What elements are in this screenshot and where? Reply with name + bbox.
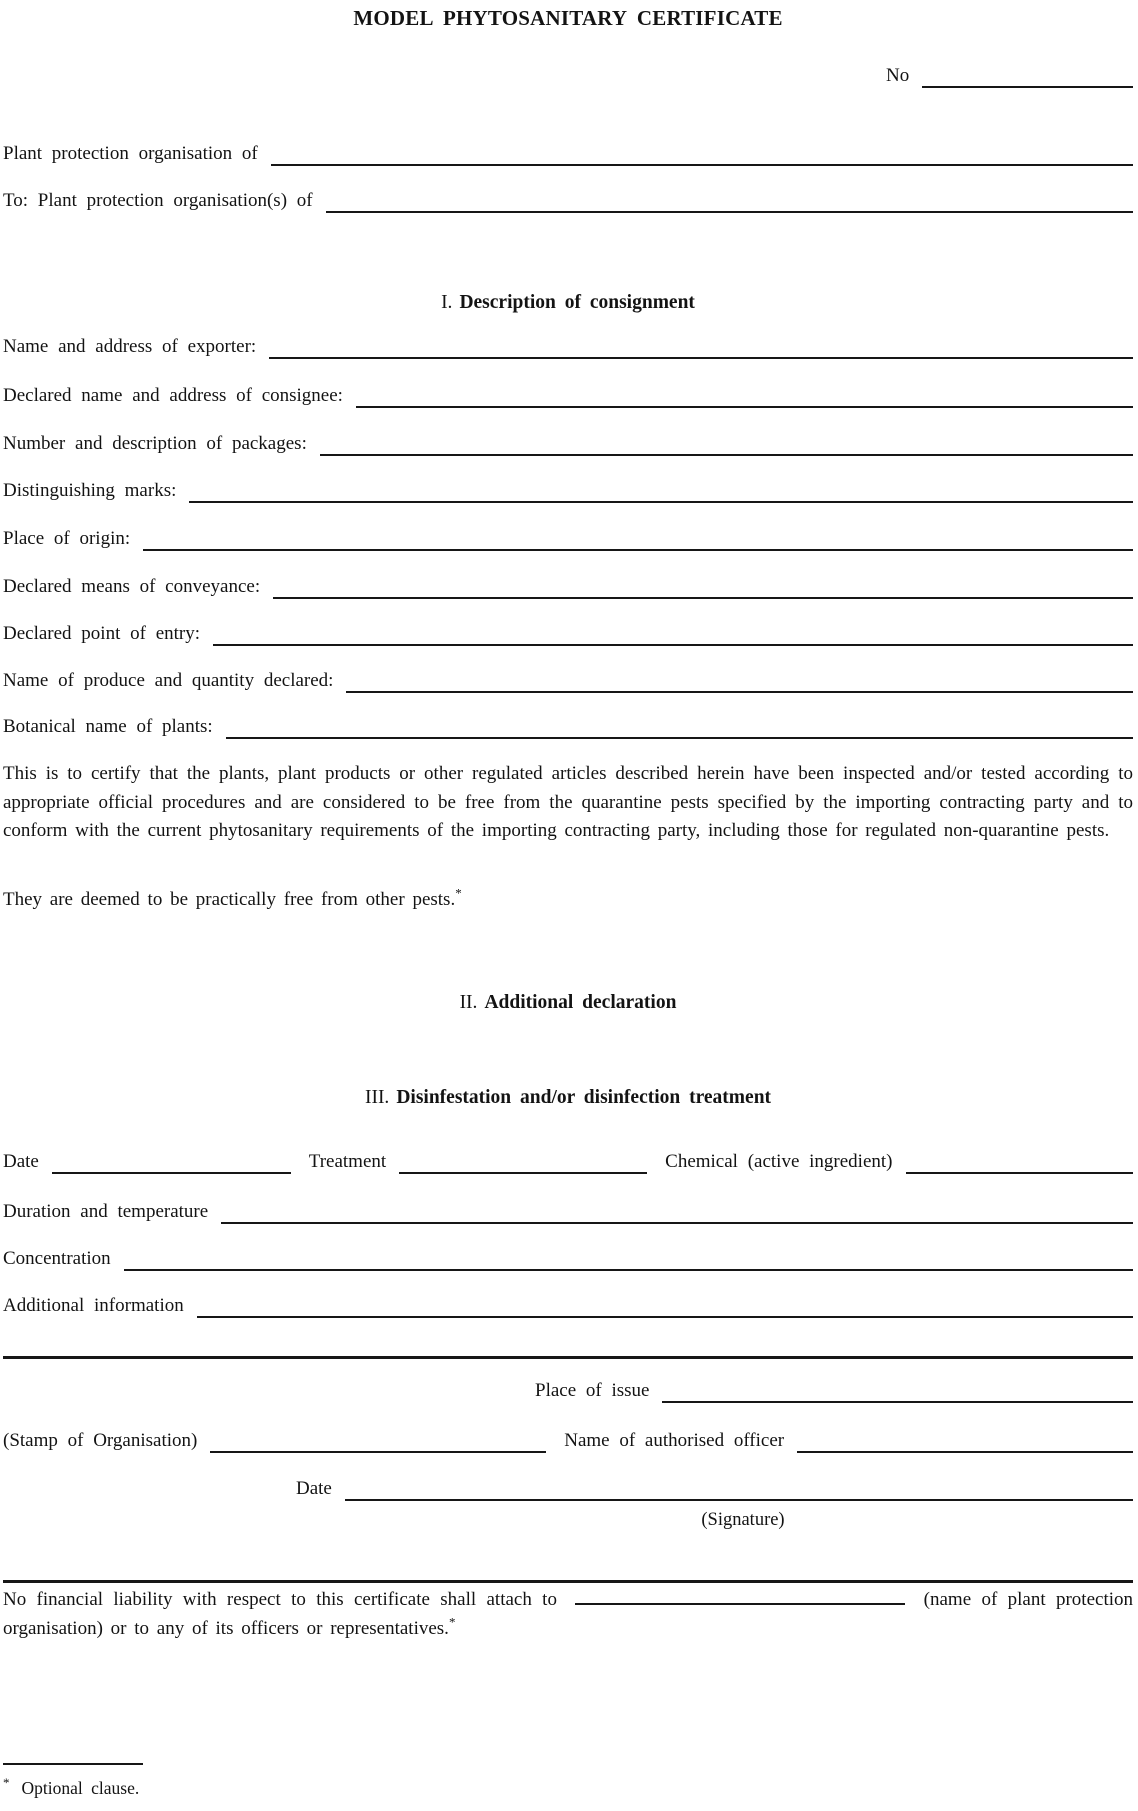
distinguishing-marks-label: Distinguishing marks:	[3, 480, 177, 501]
chemical-blank-line	[906, 1172, 1134, 1174]
point-of-entry-label: Declared point of entry:	[3, 623, 201, 644]
section-3-numeral: III.	[364, 1087, 390, 1108]
footnote-text: Optional clause.	[21, 1778, 140, 1798]
plant-protection-org-label: Plant protection organisation of	[3, 143, 258, 164]
no-label: No	[886, 65, 910, 86]
issue-date-label: Date	[296, 1478, 332, 1499]
plant-protection-org-field	[3, 140, 1133, 166]
exporter-label: Name and address of exporter:	[3, 336, 257, 357]
place-of-origin-label: Place of origin:	[3, 528, 131, 549]
place-of-origin-field	[3, 525, 1133, 551]
conveyance-field	[3, 573, 1133, 599]
treatment-row	[3, 1148, 1133, 1174]
section-1-numeral: I.	[441, 292, 453, 313]
continuation-blank-line	[3, 1356, 1133, 1359]
liability-note	[3, 1586, 1133, 1643]
concentration-label: Concentration	[3, 1248, 111, 1269]
treatment-blank-line	[399, 1172, 647, 1174]
to-plant-protection-org-field	[3, 187, 1133, 213]
consignee-label: Declared name and address of consignee:	[3, 385, 343, 406]
liability-footnote-marker: *	[448, 1614, 456, 1630]
liability-divider-line	[3, 1580, 1133, 1583]
footnote-divider-line	[3, 1763, 143, 1765]
concentration-blank-line	[124, 1269, 1133, 1271]
section-3-heading	[3, 1085, 1133, 1111]
additional-information-blank-line	[197, 1316, 1133, 1318]
consignee-field	[3, 382, 1133, 408]
point-of-entry-blank-line	[213, 644, 1133, 646]
treatment-date-label: Date	[3, 1151, 39, 1172]
botanical-name-blank-line	[226, 737, 1133, 739]
authorised-officer-label: Name of authorised officer	[564, 1430, 785, 1451]
deemed-footnote-marker: *	[455, 885, 462, 901]
additional-information-label: Additional information	[3, 1295, 184, 1316]
additional-information-field	[3, 1292, 1133, 1318]
to-plant-protection-org-blank-line	[326, 211, 1133, 213]
certification-paragraph: This is to certify that the plants, plant products or other regulated articles described herein have been inspected and/or tested according to appropriate official procedures and are considered to be free from the quarantine pests specified by the importing contracting party and to conform with the current phytosanitary requirements of the importing contracting party, including those for regulated non-quarantine pests.	[3, 763, 1133, 841]
footnote	[3, 1776, 139, 1800]
botanical-name-label: Botanical name of plants:	[3, 716, 213, 737]
duration-temperature-blank-line	[221, 1222, 1133, 1224]
treatment-label: Treatment	[308, 1151, 387, 1172]
section-2-numeral: II.	[459, 992, 478, 1013]
packages-label: Number and description of packages:	[3, 433, 307, 454]
consignee-blank-line	[356, 406, 1133, 408]
place-of-origin-blank-line	[143, 549, 1133, 551]
to-plant-protection-org-label: To: Plant protection organisation(s) of	[3, 190, 313, 211]
deemed-sentence-text: They are deemed to be practically free from other pests.	[3, 889, 456, 910]
chemical-label: Chemical (active ingredient)	[665, 1151, 893, 1172]
packages-blank-line	[320, 454, 1133, 456]
duration-temperature-label: Duration and temperature	[3, 1201, 209, 1222]
place-of-issue-field	[535, 1377, 1133, 1403]
stamp-of-organisation-label: (Stamp of Organisation)	[3, 1430, 198, 1451]
document-title: MODEL PHYTOSANITARY CERTIFICATE	[353, 6, 783, 30]
liability-text-before: No financial liability with respect to this certificate shall attach to	[3, 1589, 557, 1610]
point-of-entry-field	[3, 620, 1133, 646]
conveyance-label: Declared means of conveyance:	[3, 576, 261, 597]
produce-quantity-field	[3, 667, 1133, 693]
plant-protection-org-blank-line	[271, 164, 1133, 166]
distinguishing-marks-blank-line	[189, 501, 1133, 503]
concentration-field	[3, 1245, 1133, 1271]
no-blank-line	[922, 86, 1133, 88]
authorised-officer-blank-line	[797, 1451, 1133, 1453]
signature-caption: (Signature)	[701, 1510, 785, 1530]
duration-temperature-field	[3, 1198, 1133, 1224]
stamp-blank-line	[210, 1451, 546, 1453]
issue-date-field	[296, 1475, 1133, 1501]
footnote-marker: *	[3, 1775, 10, 1791]
liability-blank-line	[575, 1592, 905, 1605]
produce-quantity-blank-line	[346, 691, 1133, 693]
conveyance-blank-line	[273, 597, 1133, 599]
section-2-heading	[3, 990, 1133, 1016]
certificate-number-field	[886, 62, 1133, 88]
exporter-blank-line	[269, 357, 1133, 359]
produce-quantity-label: Name of produce and quantity declared:	[3, 670, 334, 691]
section-1-heading	[3, 290, 1133, 316]
packages-field	[3, 430, 1133, 456]
section-3-title: Disinfestation and/or disinfection treatment	[396, 1087, 772, 1108]
liability-text-after: (name of plant protection organisation) or to any of its officers or representatives.	[3, 1589, 1133, 1639]
botanical-name-field	[3, 713, 1133, 739]
deemed-sentence	[3, 886, 1133, 915]
stamp-officer-row	[3, 1427, 1133, 1453]
distinguishing-marks-field	[3, 477, 1133, 503]
section-1-title: Description of consignment	[459, 292, 695, 313]
place-of-issue-label: Place of issue	[535, 1380, 650, 1401]
issue-date-blank-line	[345, 1499, 1133, 1501]
section-2-title: Additional declaration	[484, 992, 677, 1013]
place-of-issue-blank-line	[662, 1401, 1133, 1403]
treatment-date-blank-line	[52, 1172, 291, 1174]
exporter-field	[3, 333, 1133, 359]
